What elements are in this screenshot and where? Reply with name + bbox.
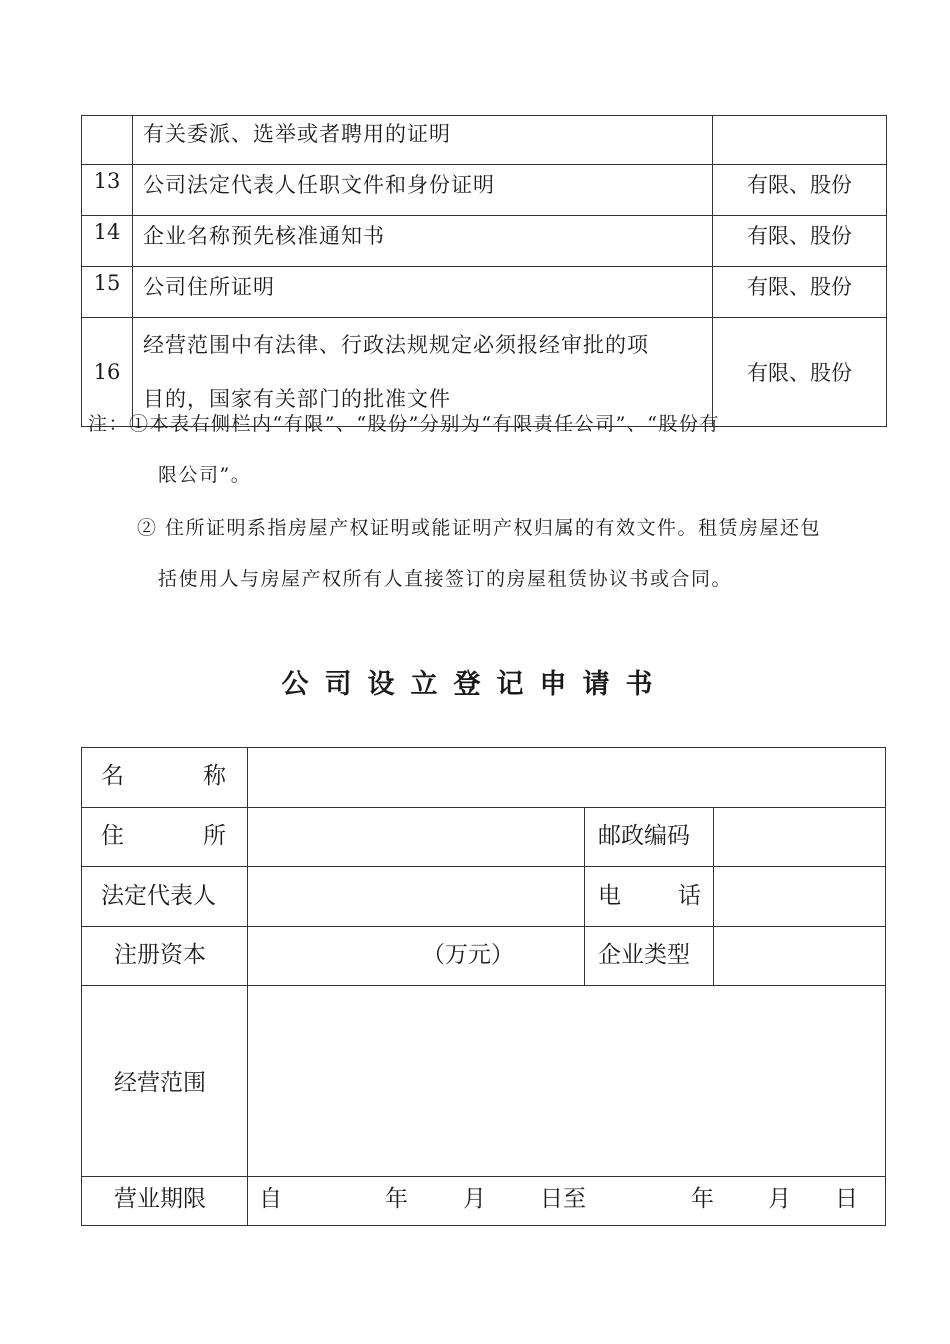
capital-unit: （万元） [422, 942, 514, 967]
row-company-type: 有限、股份 [713, 318, 887, 427]
scope-label-cell [81, 985, 248, 1177]
legal-rep-label: 法定代表人 [101, 883, 216, 908]
address-label: 住 [101, 823, 124, 848]
note-1-line-2: 限公司”。 [158, 464, 252, 486]
row-description-line: 目的，国家有关部门的批准文件 [143, 387, 451, 411]
form-title: 公司设立登记申请书 [281, 669, 669, 700]
phone-label-cell [584, 866, 714, 927]
row-number: 15 [82, 267, 133, 318]
term-year-2: 年 [691, 1186, 714, 1211]
postcode-input-cell[interactable] [713, 807, 886, 867]
postcode-label-cell [584, 807, 714, 867]
legal-rep-label-cell [81, 866, 248, 927]
address-label: 所 [203, 823, 226, 848]
company-type-input-cell[interactable] [713, 926, 886, 986]
table-row [82, 116, 887, 165]
phone-label: 电 [598, 883, 621, 908]
scope-label: 经营范围 [114, 1070, 206, 1095]
note-2-line-2: 括使用人与房屋产权所有人直接签订的房屋租赁协议书或合同。 [158, 568, 733, 590]
row-company-type: 有限、股份 [713, 216, 887, 267]
term-year-1: 年 [385, 1186, 408, 1211]
phone-input-cell[interactable] [713, 866, 886, 927]
company-type-label: 企业类型 [598, 942, 690, 967]
company-type-label-cell [584, 926, 714, 986]
row-number: 13 [82, 165, 133, 216]
table-row [82, 267, 887, 318]
term-day-to: 日至 [540, 1186, 586, 1211]
term-label: 营业期限 [114, 1186, 206, 1211]
registration-form [81, 747, 886, 1226]
name-input-cell[interactable] [247, 747, 886, 808]
address-input-cell[interactable] [247, 807, 585, 867]
row-description: 企业名称预先核准通知书 [133, 216, 713, 267]
row-number [82, 116, 133, 165]
note-2-line-1: ② 住所证明系指房屋产权证明或能证明产权归属的有效文件。租赁房屋还包 [137, 517, 822, 539]
term-from: 自 [259, 1186, 282, 1211]
term-month-1: 月 [463, 1186, 486, 1211]
materials-checklist-table [81, 115, 887, 427]
scope-input-cell[interactable] [247, 985, 886, 1177]
phone-label: 话 [678, 883, 701, 908]
address-label-cell [81, 807, 248, 867]
row-number: 14 [82, 216, 133, 267]
row-company-type: 有限、股份 [713, 165, 887, 216]
name-label: 名 [101, 763, 124, 788]
name-label-cell [81, 747, 248, 808]
row-description: 公司住所证明 [133, 267, 713, 318]
capital-input-cell[interactable] [247, 926, 585, 986]
table-row [82, 216, 887, 267]
term-input-cell[interactable] [247, 1176, 886, 1226]
term-day-2: 日 [835, 1186, 858, 1211]
row-number: 16 [82, 318, 133, 427]
row-description: 公司法定代表人任职文件和身份证明 [133, 165, 713, 216]
table-row [82, 165, 887, 216]
term-label-cell [81, 1176, 248, 1226]
row-company-type [713, 116, 887, 165]
term-month-2: 月 [768, 1186, 791, 1211]
capital-label-cell [81, 926, 248, 986]
row-company-type: 有限、股份 [713, 267, 887, 318]
name-label: 称 [203, 763, 226, 788]
postcode-label: 邮政编码 [598, 823, 690, 848]
capital-label: 注册资本 [114, 942, 206, 967]
row-description-line: 经营范围中有法律、行政法规规定必须报经审批的项 [143, 333, 649, 357]
note-1-line-1: 注：①本表右侧栏内“有限”、“股份”分别为“有限责任公司”、“股份有 [88, 413, 720, 435]
legal-rep-input-cell[interactable] [247, 866, 585, 927]
row-description: 有关委派、选举或者聘用的证明 [133, 116, 713, 165]
